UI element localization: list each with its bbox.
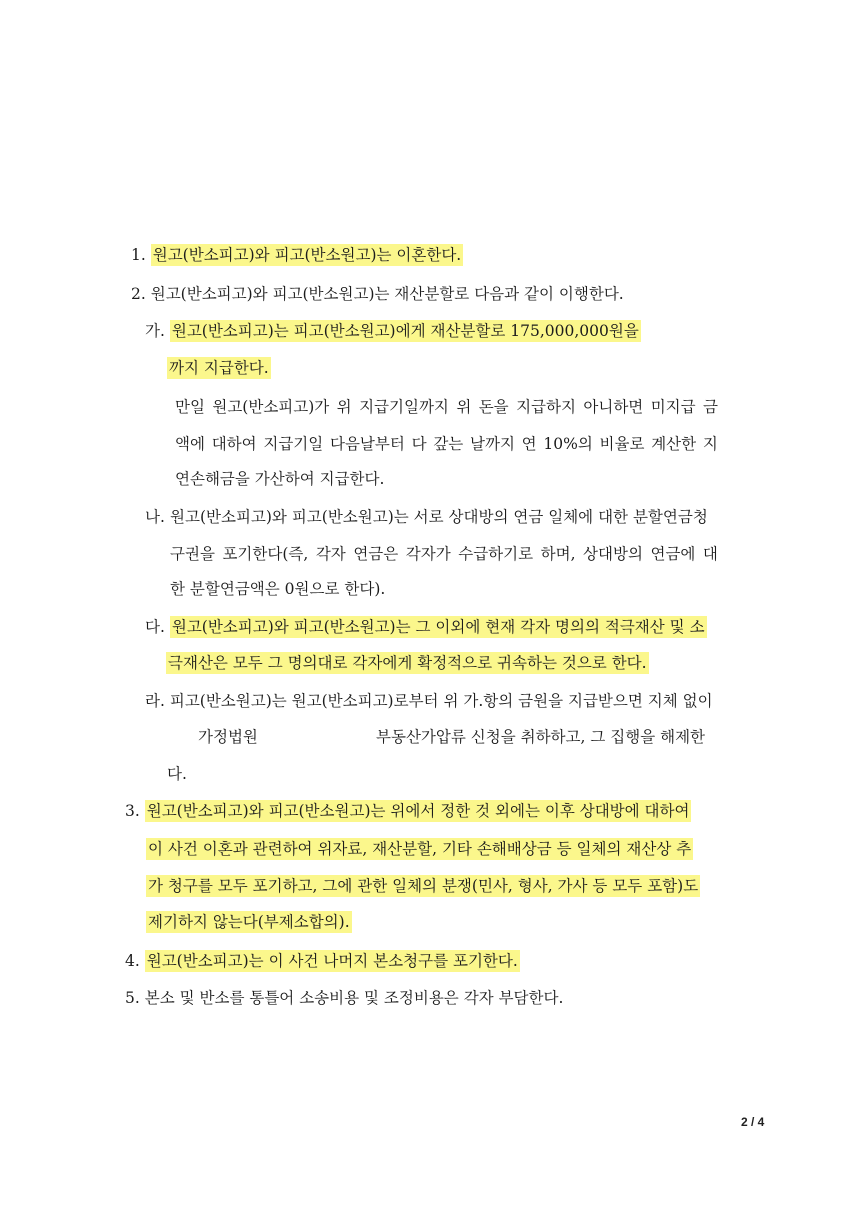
item-2-da	[145, 616, 707, 638]
item-2-ra	[145, 690, 713, 712]
item-text-line-1: 원고(반소피고)와 피고(반소원고)는 서로 상대방의 연금 일체에 대한 분할연금청	[170, 508, 708, 526]
item-number: 1.	[131, 246, 146, 264]
item-4	[125, 950, 520, 972]
item-number: 5.	[125, 989, 140, 1007]
item-text-line-1: 원고(반소피고)는 피고(반소원고)에게 재산분할로 175,000,000원을	[171, 322, 639, 340]
item-2-ga-para-3: 연손해금을 가산하여 지급한다.	[175, 470, 385, 488]
item-2-ra-line-3: 다.	[167, 765, 187, 783]
item-number: 3.	[125, 802, 140, 820]
page-number: 2 / 4	[741, 1115, 765, 1129]
item-number: 라.	[145, 692, 165, 710]
item-2-na-line-3: 한 분할연금액은 0원으로 한다).	[170, 580, 386, 598]
item-5	[125, 987, 563, 1009]
item-3-line-3	[146, 875, 700, 897]
item-2-na	[145, 506, 718, 528]
item-3-line-4	[146, 911, 352, 933]
item-number: 가.	[145, 322, 165, 340]
court-name: 가정법원	[198, 728, 258, 746]
item-2	[131, 283, 624, 305]
item-text-line-3: 가 청구를 모두 포기하고, 그에 관한 일체의 분쟁(민사, 형사, 가사 등 모두 포함)도	[148, 877, 699, 895]
item-number: 4.	[125, 952, 140, 970]
item-2-da-line-2	[166, 652, 649, 674]
item-2-ga-para-1: 만일 원고(반소피고)가 위 지급기일까지 위 돈을 지급하지 아니하면 미지급 금	[175, 398, 718, 416]
item-text: 원고(반소피고)와 피고(반소원고)는 재산분할로 다음과 같이 이행한다.	[150, 285, 624, 303]
item-2-ga-para-2: 액에 대하여 지급기일 다음날부터 다 갚는 날까지 연 10%의 비율로 계산한 지	[175, 435, 718, 453]
item-text-line-1: 원고(반소피고)와 피고(반소원고)는 그 이외에 현재 각자 명의의 적극재산 및 소	[171, 618, 705, 636]
item-3-line-2	[146, 838, 693, 860]
item-number: 나.	[145, 508, 165, 526]
item-text: 원고(반소피고)는 이 사건 나머지 본소청구를 포기한다.	[146, 952, 518, 970]
item-text-line-4: 제기하지 않는다(부제소합의).	[148, 913, 350, 931]
item-2-ga-line-2	[167, 357, 271, 379]
item-text-line-2: 까지 지급한다.	[169, 359, 269, 377]
item-1	[131, 244, 463, 266]
item-text: 원고(반소피고)와 피고(반소원고)는 이혼한다.	[152, 246, 462, 264]
item-text-line-2: 이 사건 이혼과 관련하여 위자료, 재산분할, 기타 손해배상금 등 일체의 재산상 추	[148, 840, 692, 858]
item-number: 다.	[145, 618, 165, 636]
item-2-ra-line-2: 부동산가압류 신청을 취하하고, 그 집행을 해제한	[376, 728, 706, 746]
item-text-line-2: 극재산은 모두 그 명의대로 각자에게 확정적으로 귀속하는 것으로 한다.	[168, 654, 647, 672]
item-number: 2.	[131, 285, 146, 303]
item-2-ga	[145, 320, 641, 342]
item-2-na-line-2: 구권을 포기한다(즉, 각자 연금은 각자가 수급하기로 하며, 상대방의 연금에 대	[170, 545, 718, 563]
item-text-line-1: 피고(반소원고)는 원고(반소피고)로부터 위 가.항의 금원을 지급받으면 지체 없이	[169, 692, 713, 710]
item-text-line-1: 원고(반소피고)와 피고(반소원고)는 위에서 정한 것 외에는 이후 상대방에 대하여	[146, 802, 690, 820]
item-text: 본소 및 반소를 통틀어 소송비용 및 조정비용은 각자 부담한다.	[144, 989, 564, 1007]
item-3	[125, 800, 691, 822]
